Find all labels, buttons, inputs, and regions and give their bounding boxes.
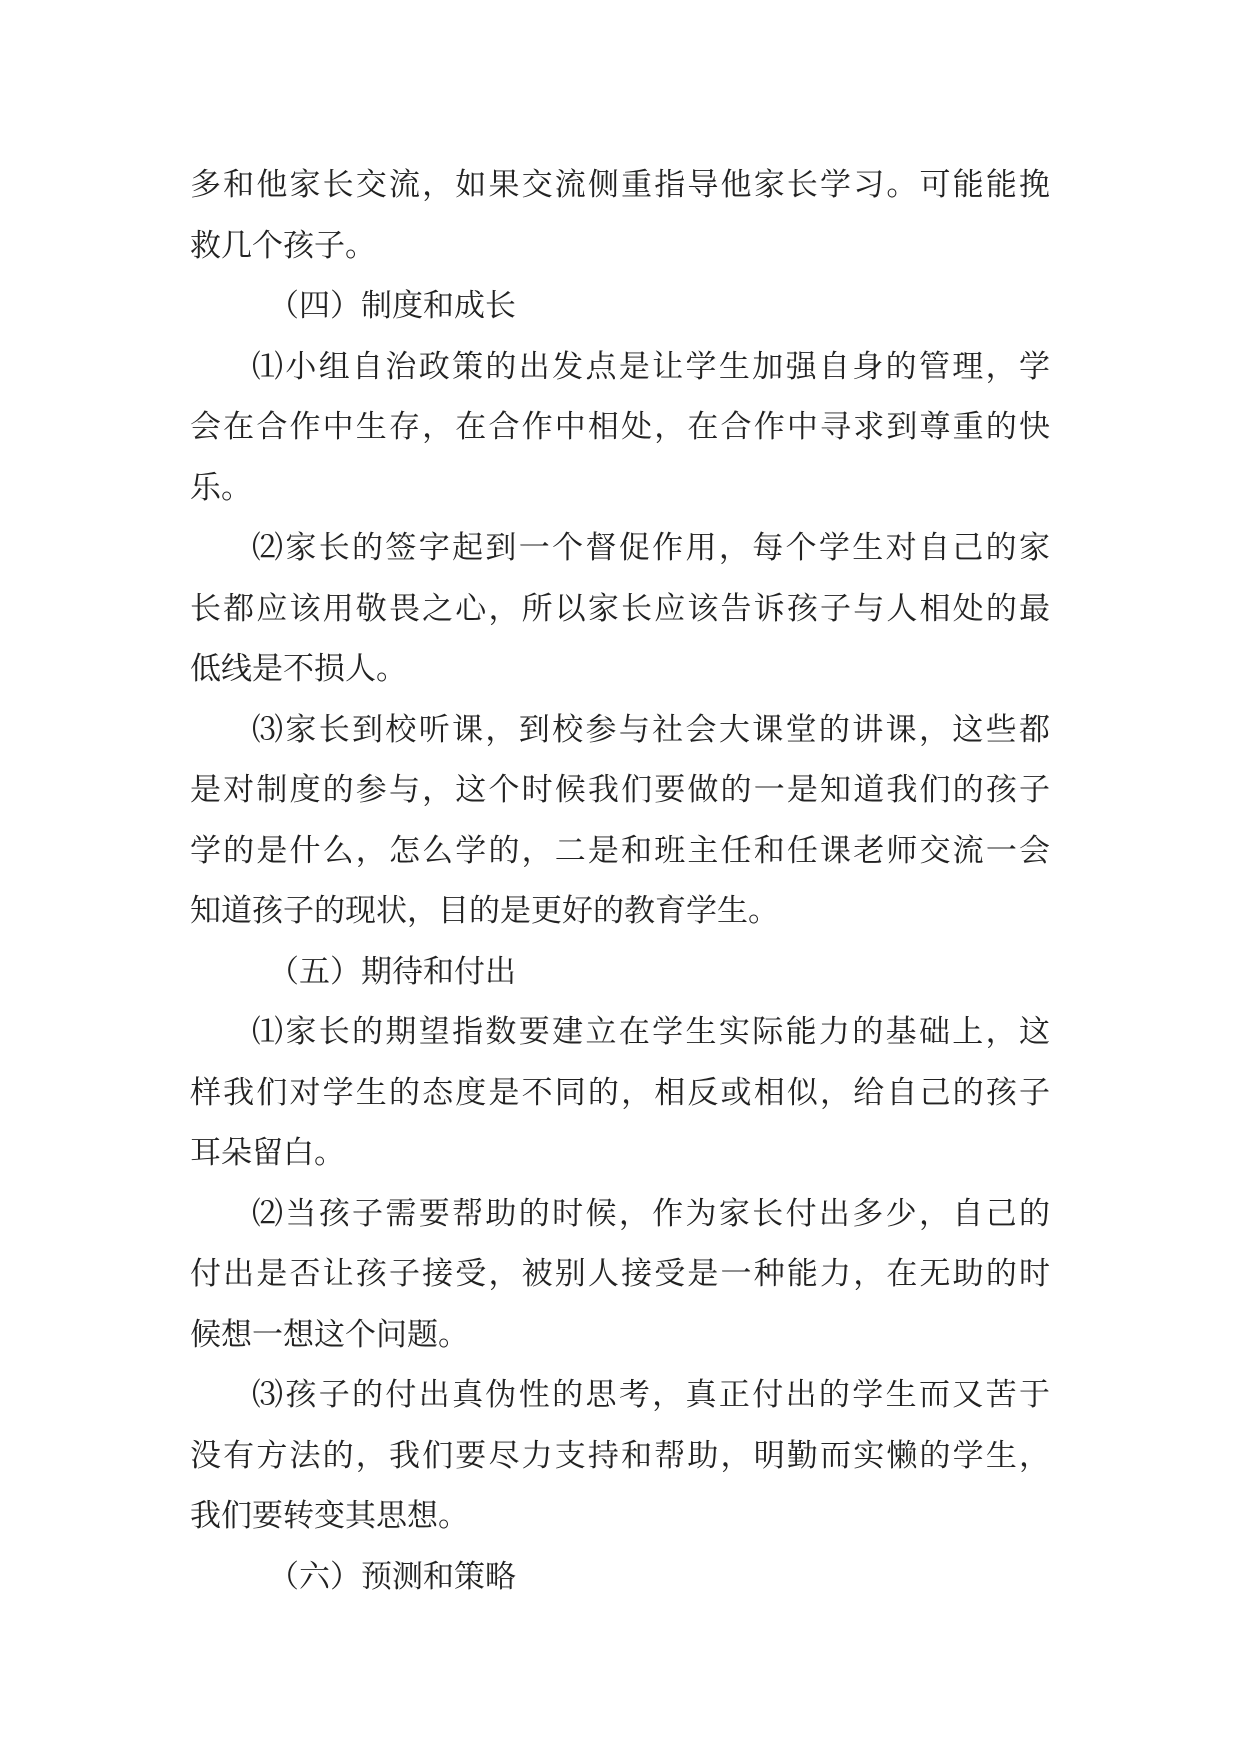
text-line: 低线是不损人。	[190, 651, 407, 687]
text-line: ⑴家长的期望指数要建立在学生实际能力的基础上，这	[252, 1014, 1050, 1050]
text-line: 付出是否让孩子接受，被别人接受是一种能力，在无助的时	[190, 1256, 1050, 1292]
text-line: 是对制度的参与，这个时候我们要做的一是知道我们的孩子	[190, 772, 1050, 808]
text-line: 学的是什么，怎么学的，二是和班主任和任课老师交流一会	[190, 832, 1050, 869]
text-line: ⑶孩子的付出真伪性的思考，真正付出的学生而又苦于	[252, 1377, 1050, 1413]
text-line: 我们要转变其思想。	[190, 1498, 469, 1534]
text-line: ⑵家长的签字起到一个督促作用，每个学生对自己的家	[252, 530, 1050, 566]
text-line: 没有方法的，我们要尽力支持和帮助，明勤而实懒的学生，	[190, 1437, 1050, 1474]
text-line: 会在合作中生存，在合作中相处，在合作中寻求到尊重的快	[190, 409, 1050, 445]
section-heading: （四）制度和成长	[268, 288, 516, 324]
text-line: 候想一想这个问题。	[190, 1316, 469, 1353]
text-line: 多和他家长交流，如果交流侧重指导他家长学习。可能能挽	[190, 167, 1050, 203]
document-body	[190, 155, 1050, 1607]
text-line: ⑵当孩子需要帮助的时候，作为家长付出多少，自己的	[252, 1195, 1050, 1232]
text-line: 长都应该用敬畏之心，所以家长应该告诉孩子与人相处的最	[190, 590, 1050, 627]
text-line: 知道孩子的现状，目的是更好的教育学生。	[190, 893, 779, 929]
text-line: 乐。	[190, 469, 252, 506]
text-line: ⑶家长到校听课，到校参与社会大课堂的讲课，这些都	[252, 711, 1050, 748]
text-line: 救几个孩子。	[190, 227, 376, 264]
section-heading: （六）预测和策略	[268, 1558, 516, 1595]
section-heading: （五）期待和付出	[268, 953, 516, 990]
text-line: 耳朵留白。	[190, 1135, 345, 1171]
text-line: ⑴小组自治政策的出发点是让学生加强自身的管理，学	[252, 348, 1050, 385]
text-line: 样我们对学生的态度是不同的，相反或相似，给自己的孩子	[190, 1074, 1050, 1111]
